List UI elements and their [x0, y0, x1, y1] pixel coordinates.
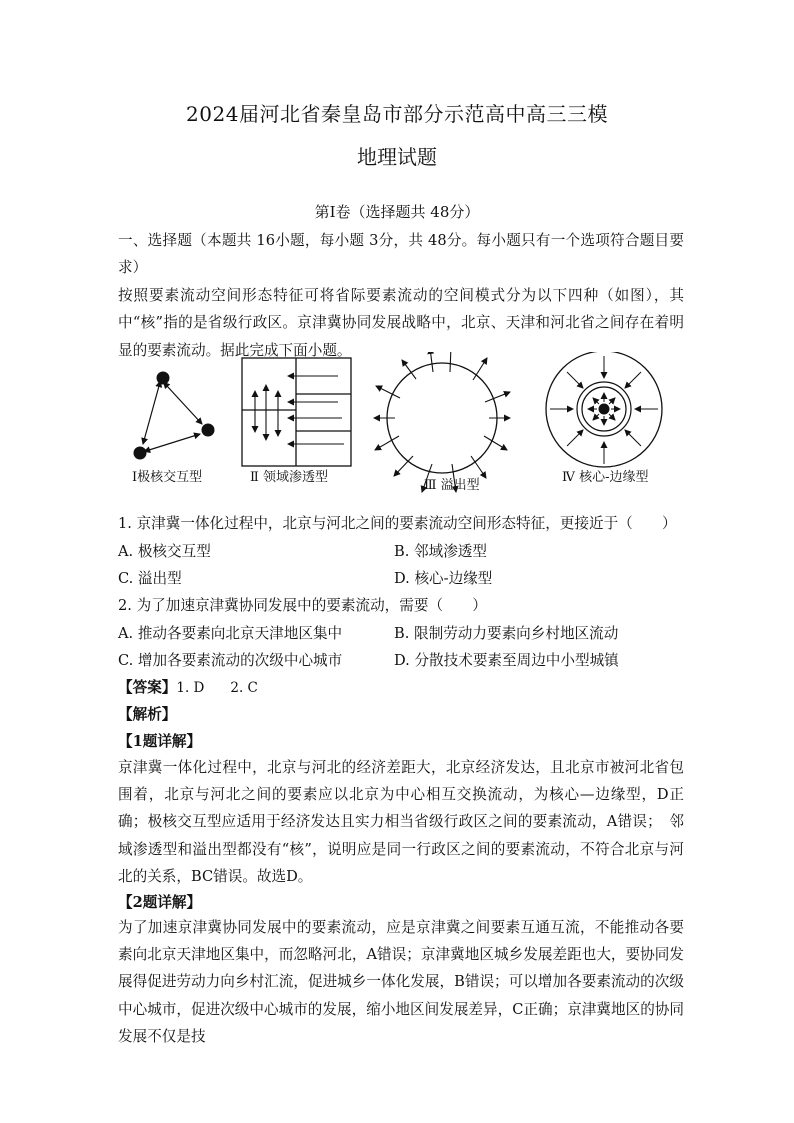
caption-core-periphery: Ⅳ 核心-边缘型: [562, 470, 649, 485]
answer-label: 【答案】: [118, 679, 177, 696]
question-1-option-a[interactable]: A. 极核交互型: [118, 543, 211, 560]
answer-line: [118, 676, 284, 697]
question-1-option-d[interactable]: D. 核心-边缘型: [394, 570, 493, 587]
caption-overflow: Ⅲ 溢出型: [424, 478, 480, 493]
question-1-stem: 1. 京津冀一体化过程中，北京与河北之间的要素流动空间形态特征，更接近于（ ）: [118, 515, 677, 532]
q2-analysis-text: 为了加速京津冀协同发展中的要素流动，应是京津冀之间要素互通互流，不能推动各要素向北京天津地区集中，而忽略河北，A错误；京津冀地区城乡发展差距也大，要协同发展得促进劳动力向乡村汇流，促进城乡一体化发展，B错误；可以增加各要素流动的次级中心城市，促进次级中心城市的发展，缩小地区间发展差异，C正确；京津冀地区的协同发展不仅是技: [118, 919, 684, 1045]
diagram-neighborhood-infiltration: [242, 358, 351, 466]
question-2-option-c[interactable]: C. 增加各要素流动的次级中心城市: [118, 652, 343, 669]
question-2-option-b[interactable]: B. 限制劳动力要素向乡村地区流动: [394, 625, 619, 642]
answer-2: 2. C: [230, 680, 258, 696]
analysis-label: 【解析】: [118, 706, 177, 723]
q1-analysis-text: 京津冀一体化过程中，北京与河北的经济差距大，北京经济发达，且北京市被河北省包围着，北京与河北之间的要素应以北京为中心相互交换流动，为核心—边缘型，D正确；极核交互型应适用于经济发达且实力相当省级行政区之间的要素流动，A错误； 邻域渗透型和溢出型都没有“核”，说明应是同一行政区之间的要素流动，不符合北京与河北的关系，BC错误。故选D。: [118, 759, 684, 885]
q2-analysis-label: 【2题详解】: [118, 894, 202, 911]
caption-neighborhood-infiltration: Ⅱ 领域渗透型: [250, 470, 328, 485]
paper-subtitle: 地理试题: [357, 145, 437, 169]
question-1-option-c[interactable]: C. 溢出型: [118, 570, 182, 587]
question-1-option-b[interactable]: B. 邻域渗透型: [394, 543, 487, 560]
q1-analysis-label: 【1题详解】: [118, 733, 202, 750]
diagram-overflow: [374, 352, 510, 492]
intro-block: [118, 227, 684, 364]
section-heading: 第Ⅰ卷（选择题共 48分）: [314, 203, 480, 221]
question-2-option-d[interactable]: D. 分散技术要素至周边中小型城镇: [394, 652, 619, 669]
paper-title: 2024届河北省秦皇岛市部分示范高中高三三模: [186, 102, 608, 126]
diagram-pole-interaction: [134, 372, 215, 460]
caption-pole-interaction: Ⅰ极核交互型: [132, 470, 203, 485]
diagram-core-periphery: [546, 352, 662, 467]
answer-1: 1. D: [176, 680, 205, 696]
intro-text: 按照要素流动空间形态特征可将省际要素流动的空间模式分为以下四种（如图），其中“核”指的是省级行政区。京津冀协同发展战略中，北京、天津和河北省之间存在着明显的要素流动。据此完成下面小题。: [118, 286, 684, 359]
question-2-stem: 2. 为了加速京津冀协同发展中的要素流动，需要（ ）: [118, 597, 487, 614]
instruction-text: 一、选择题（本题共 16小题，每小题 3分，共 48分。每小题只有一个选项符合题目要求）: [118, 232, 684, 277]
question-2-option-a[interactable]: A. 推动各要素向北京天津地区集中: [118, 625, 343, 642]
